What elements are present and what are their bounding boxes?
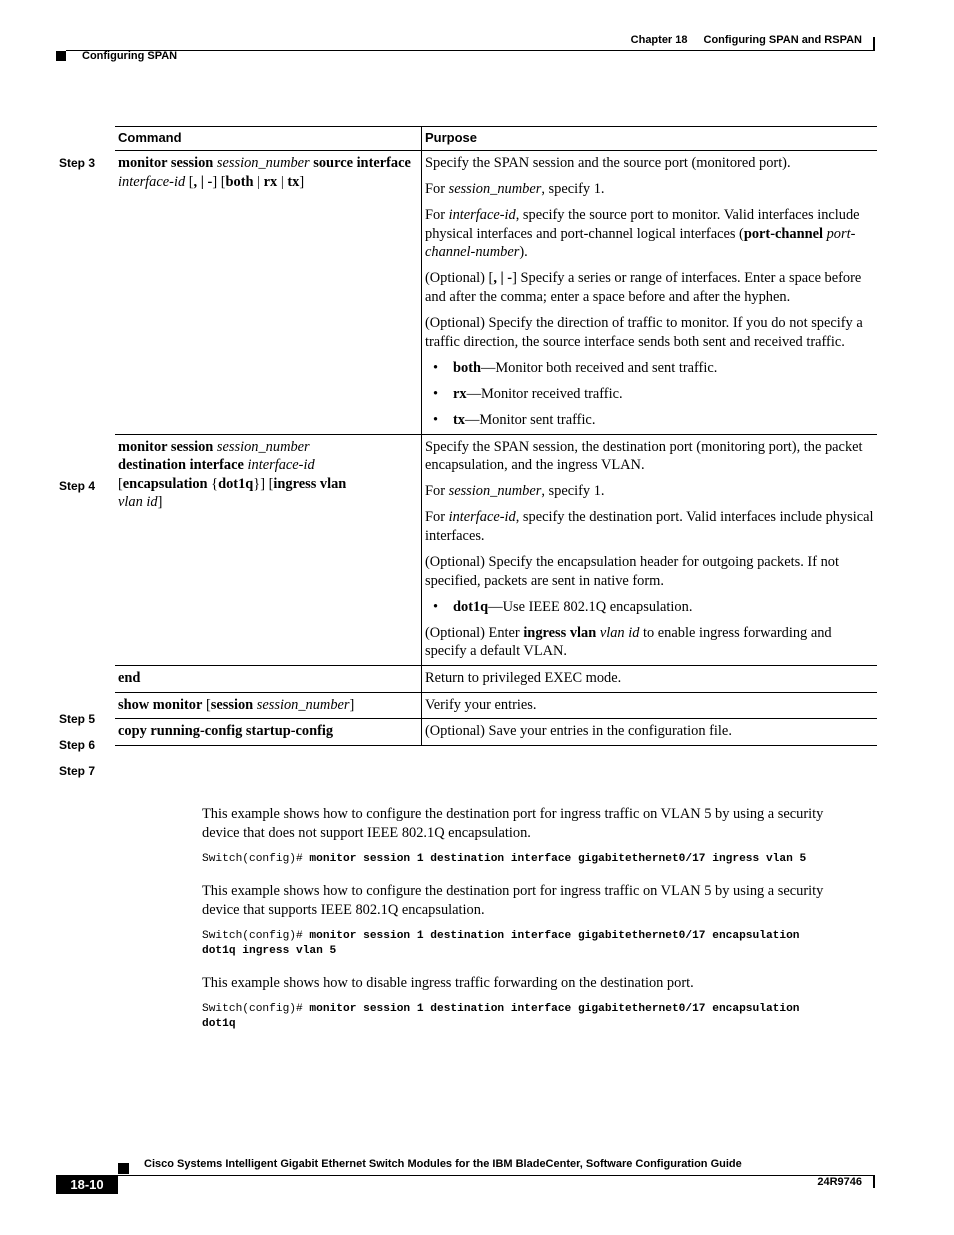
column-header-command: Command	[115, 127, 422, 151]
chapter-title: Configuring SPAN and RSPAN	[703, 34, 862, 46]
purpose-cell	[422, 151, 878, 435]
step-label: Step 7	[59, 764, 96, 778]
purpose-cell	[422, 434, 878, 665]
footer-marker	[118, 1163, 129, 1174]
purpose-paragraph: For interface-id, specify the source port to monitor. Valid interfaces include physical interfaces and port-channel logical interfaces (port-channel port-channel-number).	[425, 207, 860, 261]
book-title: Cisco Systems Intelligent Gigabit Ethernet Switch Modules for the IBM BladeCenter, Software Configuration Guide	[144, 1158, 742, 1170]
table-header-row	[115, 127, 877, 151]
purpose-cell: (Optional) Save your entries in the configuration file.	[422, 719, 878, 746]
purpose-paragraph: For session_number, specify 1.	[425, 483, 605, 500]
example-paragraph: This example shows how to configure the destination port for ingress traffic on VLAN 5 by using a security device that does not support IEEE 802.1Q encapsulation.	[202, 806, 824, 841]
command-table	[115, 126, 877, 746]
code-example: Switch(config)# monitor session 1 destination interface gigabitethernet0/17 encapsulation dot1q	[202, 1003, 800, 1030]
table-row	[115, 666, 877, 693]
purpose-paragraph: Specify the SPAN session, the destination port (monitoring port), the packet encapsulation, and the ingress VLAN.	[425, 438, 863, 474]
purpose-paragraph: (Optional) Specify the direction of traffic to monitor. If you do not specify a traffic direction, the source interface sends both sent and received traffic.	[425, 315, 863, 350]
purpose-paragraph: For session_number, specify 1.	[425, 181, 605, 198]
command-cell: copy running-config startup-config	[115, 719, 422, 746]
step-label: Step 6	[59, 738, 96, 752]
step-label: Step 4	[59, 479, 96, 493]
purpose-paragraph: For interface-id, specify the destination port. Valid interfaces include physical interfaces.	[425, 509, 874, 544]
command-cell: end	[115, 666, 422, 693]
column-header-purpose: Purpose	[422, 127, 878, 151]
step-label: Step 3	[59, 156, 96, 170]
chapter-number: Chapter 18	[630, 34, 688, 46]
purpose-paragraph: Specify the SPAN session and the source port (monitored port).	[425, 155, 791, 171]
bullet-item: • dot1q—Use IEEE 802.1Q encapsulation.	[425, 598, 874, 617]
code-example: Switch(config)# monitor session 1 destination interface gigabitethernet0/17 encapsulation dot1q ingress vlan 5	[202, 930, 800, 957]
purpose-paragraph: (Optional) [, | -] Specify a series or range of interfaces. Enter a space before and after the comma; enter a space before and after the hyphen.	[425, 270, 862, 306]
document-number: 24R9746	[817, 1176, 862, 1188]
purpose-paragraph: (Optional) Specify the encapsulation header for outgoing packets. If not specified, packets are sent in native form.	[425, 554, 839, 589]
code-example: Switch(config)# monitor session 1 destination interface gigabitethernet0/17 ingress vlan 5	[202, 853, 807, 865]
bullet-item: • rx—Monitor received traffic.	[425, 385, 874, 404]
example-paragraph: This example shows how to disable ingress traffic forwarding on the destination port.	[202, 975, 694, 991]
header-rule	[66, 50, 874, 51]
command-cell: monitor session session_number destination interface interface-id [encapsulation {dot1q}] [ingress vlan vlan id]	[115, 434, 422, 665]
table-row	[115, 434, 877, 665]
footer-tick	[873, 1175, 875, 1188]
example-paragraph: This example shows how to configure the destination port for ingress traffic on VLAN 5 by using a security device that supports IEEE 802.1Q encapsulation.	[202, 883, 824, 918]
command-cell: show monitor [session session_number]	[115, 692, 422, 719]
step-label: Step 5	[59, 712, 96, 726]
header-marker	[56, 51, 66, 61]
purpose-paragraph: (Optional) Enter ingress vlan vlan id to enable ingress forwarding and specify a default VLAN.	[425, 624, 832, 660]
table-row	[115, 719, 877, 746]
header-tick	[873, 37, 875, 51]
purpose-cell: Return to privileged EXEC mode.	[422, 666, 878, 693]
command-cell: monitor session session_number source interface interface-id [, | -] [both | rx | tx]	[115, 151, 422, 435]
purpose-cell: Verify your entries.	[422, 692, 878, 719]
page-number: 18-10	[56, 1175, 118, 1194]
bullet-item: • both—Monitor both received and sent traffic.	[425, 359, 874, 378]
section-title: Configuring SPAN	[82, 50, 178, 62]
bullet-item: • tx—Monitor sent traffic.	[425, 411, 874, 430]
running-header	[631, 34, 862, 46]
footer-rule	[56, 1175, 874, 1176]
table-row	[115, 151, 877, 435]
table-row	[115, 692, 877, 719]
